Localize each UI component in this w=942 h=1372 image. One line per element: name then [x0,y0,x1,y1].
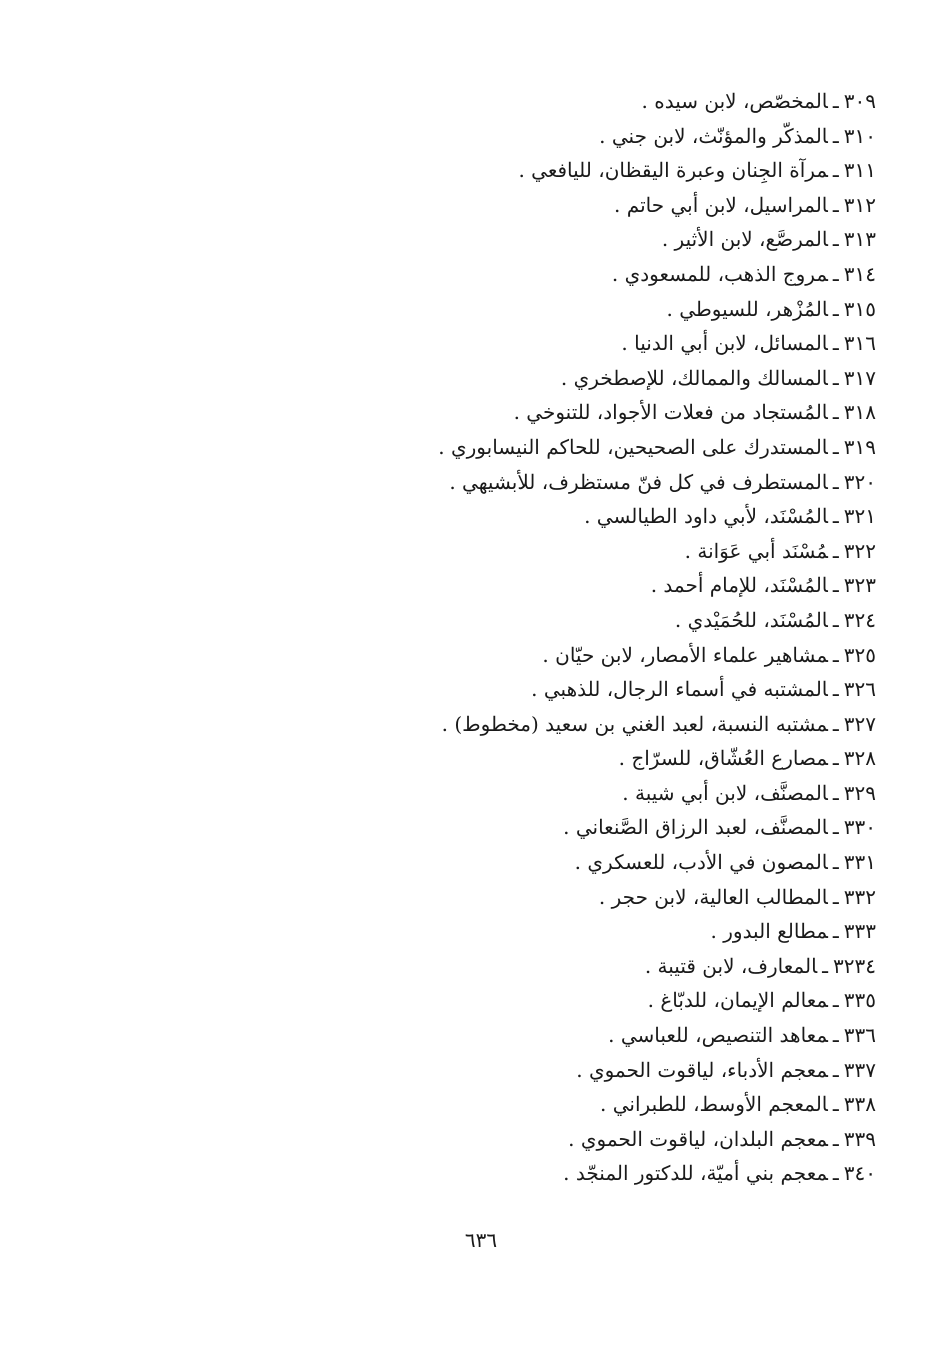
entry-text: المصنَّف، لابن أبي شيبة . [622,780,828,805]
entry-number: ٣١٢ [843,192,876,217]
entry-number: ٣١٥ [843,296,876,321]
bibliography-entry [276,638,876,673]
entry-text: المراسيل، لابن أبي حاتم . [614,192,828,217]
entry-number: ٣١٦ [843,331,876,356]
entry-number: ٣٢٤ [843,607,876,632]
entry-text: المطالب العالية، لابن حجر . [598,884,828,909]
entry-number: ٣٢٩ [843,780,876,805]
entry-number: ٣١٧ [843,365,876,390]
entry-text: مشتبه النسبة، لعبد الغني بن سعيد (مخطوط) . [441,711,828,736]
entry-number: ٣٣٣ [843,919,876,944]
bibliography-entry [276,361,876,396]
entry-text: المُسْنَد، للإمام أحمد . [650,573,828,598]
entry-separator: ـ [832,469,839,494]
entry-number: ٣١٩ [843,434,876,459]
bibliography-entry [276,292,876,327]
entry-number: ٣٢٠ [843,469,876,494]
entry-text: المُسْنَد، للحُمَيْدي . [674,607,828,632]
entry-text: المُسْنَد، لأبي داود الطيالسي . [584,504,828,529]
entry-text: المخصّص، لابن سيده . [641,89,828,113]
entry-text: المصنَّف، لعبد الرزاق الصَّنعاني . [563,815,828,840]
entry-number: ٣٠٩ [843,89,876,113]
entry-separator: ـ [832,780,839,805]
entry-text: المعارف، لابن قتيبة . [644,953,818,978]
entry-text: المسائل، لابن أبي الدنيا . [621,331,828,356]
entry-separator: ـ [832,711,839,736]
entry-separator: ـ [832,192,839,217]
bibliography-entry [276,1087,876,1122]
bibliography-entry [276,430,876,465]
entry-number: ٣١٠ [843,123,876,148]
bibliography-entry [276,326,876,361]
bibliography-entry [276,672,876,707]
entry-number: ٣٣٠ [843,815,876,840]
bibliography-entry [276,465,876,500]
entry-separator: ـ [832,815,839,840]
entry-number: ٣٢٨ [843,746,876,771]
entry-number: ٣٢٧ [843,711,876,736]
entry-text: المشتبه في أسماء الرجال، للذهبي . [531,677,828,702]
bibliography-entry [276,880,876,915]
entry-separator: ـ [832,677,839,702]
bibliography-entry [276,153,876,188]
entry-number: ٣٣٦ [843,1023,876,1048]
entry-number: ٣٢٣٤ [833,953,876,978]
entry-text: مُسْنَد أبي عَوَانة . [684,538,828,563]
entry-separator: ـ [832,89,839,113]
entry-number: ٣٢٣ [843,573,876,598]
entry-text: المذكّر والمؤنّث، لابن جني . [599,123,828,148]
entry-separator: ـ [832,296,839,321]
entry-separator: ـ [832,158,839,183]
bibliography-entry [276,119,876,154]
entry-number: ٣٣٩ [843,1126,876,1151]
entry-text: معجم البلدان، لياقوت الحموي . [568,1126,828,1151]
entry-separator: ـ [832,400,839,425]
bibliography-entry [276,914,876,949]
entry-separator: ـ [832,227,839,252]
entry-number: ٣٢٦ [843,677,876,702]
bibliography-entry [276,707,876,742]
entry-number: ٣١٤ [843,261,876,286]
bibliography-entry [276,499,876,534]
entry-separator: ـ [832,850,839,875]
entry-number: ٣١٨ [843,400,876,425]
entry-separator: ـ [832,331,839,356]
entry-separator: ـ [832,434,839,459]
entry-text: المسالك والممالك، للإصطخري . [560,365,828,390]
entry-separator: ـ [832,1161,839,1186]
entry-text: مروج الذهب، للمسعودي . [611,261,828,286]
bibliography-entry [276,1122,876,1157]
entry-number: ٣٣٨ [843,1092,876,1117]
entry-text: معالم الإيمان، للدبّاغ . [647,988,828,1013]
entry-text: المستدرك على الصحيحين، للحاكم النيسابوري . [438,434,828,459]
bibliography-entry [276,1053,876,1088]
entry-text: المعجم الأوسط، للطبراني . [600,1092,828,1117]
entry-text: مطالع البدور . [710,919,828,944]
entry-text: المصون في الأدب، للعسكري . [574,850,828,875]
entry-separator: ـ [832,1023,839,1048]
bibliography-entry [276,741,876,776]
entry-separator: ـ [832,123,839,148]
entry-number: ٣٣٢ [843,884,876,909]
bibliography-entry [276,1018,876,1053]
entry-number: ٣١١ [843,158,876,183]
bibliography-entry [276,1156,876,1191]
entry-separator: ـ [832,573,839,598]
entry-separator: ـ [832,607,839,632]
bibliography-entry [276,603,876,638]
bibliography-entry [276,188,876,223]
entry-separator: ـ [832,988,839,1013]
bibliography-entry [276,534,876,569]
page-number: ٦٣٦ [464,1228,498,1252]
entry-number: ٣٤٠ [843,1161,876,1186]
bibliography-entry [276,222,876,257]
bibliography-entry [276,395,876,430]
bibliography-entry [276,257,876,292]
entry-separator: ـ [832,1092,839,1117]
entry-text: معجم بني أميّة، للدكتور المنجّد . [563,1161,828,1186]
entry-separator: ـ [832,365,839,390]
bibliography-entry [276,845,876,880]
entry-separator: ـ [832,884,839,909]
entry-text: المستطرف في كل فنّ مستظرف، للأبشيهي . [449,469,828,494]
entry-number: ٣١٣ [843,227,876,252]
entry-separator: ـ [832,504,839,529]
entry-separator: ـ [832,919,839,944]
entry-number: ٣٣٧ [843,1057,876,1082]
bibliography-entry [276,84,876,119]
bibliography-list [276,84,876,1191]
entry-text: مرآة الجِنان وعبرة اليقظان، لليافعي . [518,158,828,183]
entry-separator: ـ [832,1126,839,1151]
entry-number: ٣٢٢ [843,538,876,563]
entry-text: مشاهير علماء الأمصار، لابن حيّان . [542,642,828,667]
entry-text: معاهد التنصيص، للعباسي . [608,1023,828,1048]
entry-text: مصارع العُشّاق، للسرّاج . [618,746,828,771]
entry-number: ٣٢٥ [843,642,876,667]
entry-separator: ـ [832,538,839,563]
bibliography-entry [276,983,876,1018]
bibliography-entry [276,810,876,845]
entry-separator: ـ [832,746,839,771]
bibliography-entry [276,568,876,603]
bibliography-entry [276,949,876,984]
entry-number: ٣٣٥ [843,988,876,1013]
entry-separator: ـ [822,953,829,978]
entry-separator: ـ [832,261,839,286]
entry-number: ٣٣١ [843,850,876,875]
entry-separator: ـ [832,642,839,667]
entry-number: ٣٢١ [843,504,876,529]
entry-text: المُزْهر، للسيوطي . [666,296,828,321]
entry-text: المرصَّع، لابن الأثير . [661,227,828,252]
entry-text: المُستجاد من فعلات الأجواد، للتنوخي . [513,400,828,425]
bibliography-entry [276,776,876,811]
entry-separator: ـ [832,1057,839,1082]
entry-text: معجم الأدباء، لياقوت الحموي . [576,1057,828,1082]
